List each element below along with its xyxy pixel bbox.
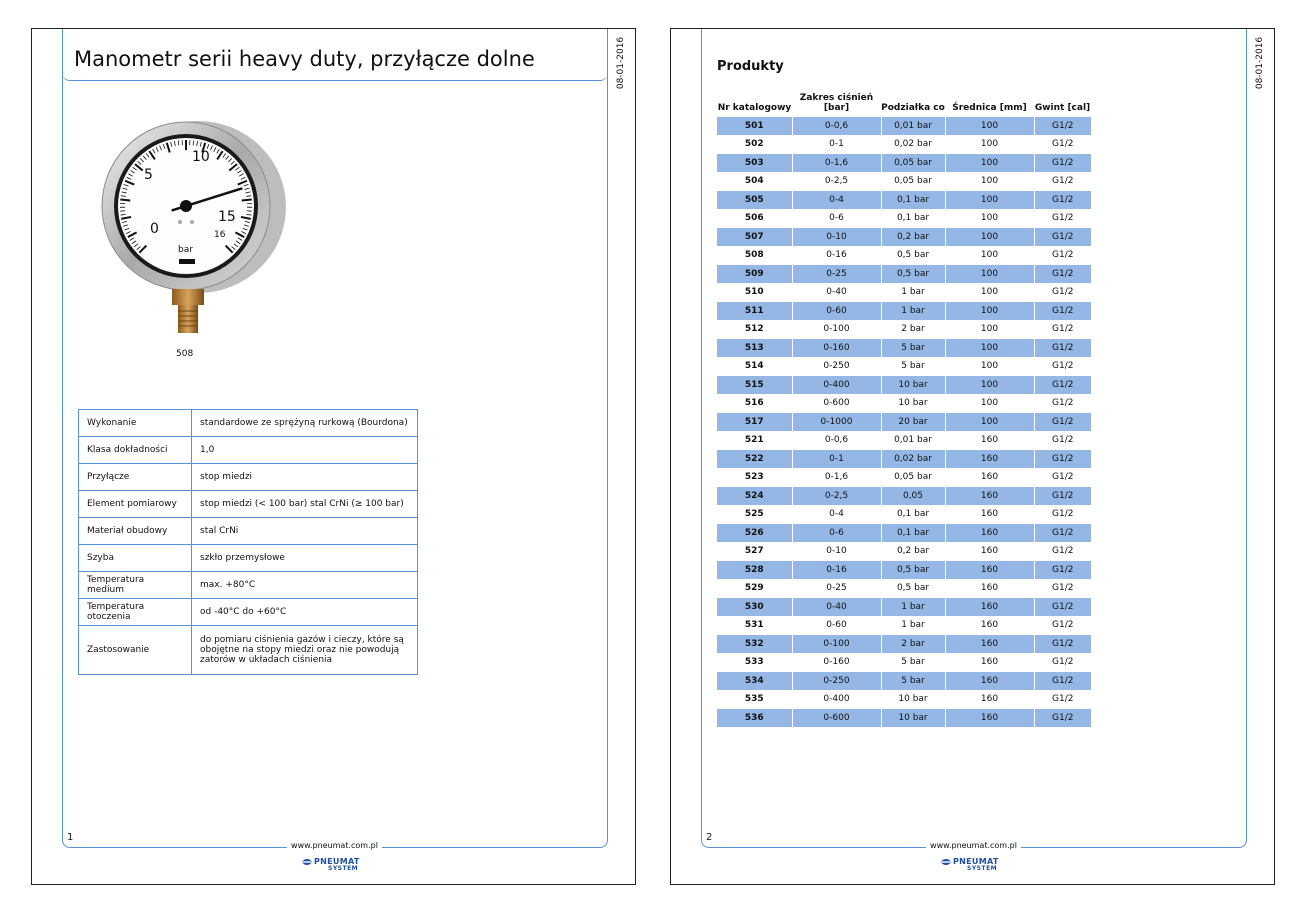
catalog-number: 529 xyxy=(717,579,792,598)
scale-division: 0,5 bar xyxy=(881,579,945,598)
pointer-hub xyxy=(180,200,192,212)
dial-number-16: 16 xyxy=(214,230,226,240)
table-row xyxy=(717,394,1091,413)
scale-division: 2 bar xyxy=(881,320,945,339)
scale-division: 5 bar xyxy=(881,672,945,691)
diameter: 160 xyxy=(945,635,1034,654)
catalog-number: 505 xyxy=(717,191,792,210)
spec-key: Przyłącze xyxy=(79,464,192,491)
scale-division: 0,02 bar xyxy=(881,135,945,154)
table-row xyxy=(717,283,1091,302)
catalog-number: 536 xyxy=(717,709,792,728)
pressure-range: 0-25 xyxy=(792,265,881,284)
thread: G1/2 xyxy=(1034,117,1091,135)
diameter: 160 xyxy=(945,431,1034,450)
spec-key: Szyba xyxy=(79,545,192,572)
dial-unit: bar xyxy=(178,245,193,255)
diameter: 160 xyxy=(945,653,1034,672)
catalog-number: 507 xyxy=(717,228,792,247)
spec-value: szkło przemysłowe xyxy=(192,545,418,572)
pressure-range: 0-1,6 xyxy=(792,468,881,487)
column-header: Średnica [mm] xyxy=(952,103,1027,113)
table-row xyxy=(717,357,1091,376)
table-row xyxy=(717,487,1091,506)
thread: G1/2 xyxy=(1034,320,1091,339)
pressure-range: 0-1,6 xyxy=(792,154,881,173)
scale-division: 0,01 bar xyxy=(881,431,945,450)
diameter: 160 xyxy=(945,450,1034,469)
diameter: 160 xyxy=(945,616,1034,635)
thread: G1/2 xyxy=(1034,265,1091,284)
catalog-number: 523 xyxy=(717,468,792,487)
scale-division: 0,05 bar xyxy=(881,172,945,191)
table-row xyxy=(717,228,1091,247)
catalog-number: 531 xyxy=(717,616,792,635)
dial-number-0: 0 xyxy=(150,221,159,237)
pressure-range: 0-1000 xyxy=(792,413,881,432)
thread: G1/2 xyxy=(1034,376,1091,395)
spec-row xyxy=(79,518,418,545)
catalog-number: 503 xyxy=(717,154,792,173)
diameter: 100 xyxy=(945,154,1034,173)
scale-division: 0,1 bar xyxy=(881,524,945,543)
catalog-number: 524 xyxy=(717,487,792,506)
thread: G1/2 xyxy=(1034,413,1091,432)
pressure-range: 0-400 xyxy=(792,376,881,395)
thread: G1/2 xyxy=(1034,487,1091,506)
catalog-number: 501 xyxy=(717,117,792,135)
table-row xyxy=(717,709,1091,728)
table-row xyxy=(717,690,1091,709)
thread: G1/2 xyxy=(1034,709,1091,728)
pressure-range: 0-160 xyxy=(792,339,881,358)
date-label: 08-01-2016 xyxy=(1255,36,1265,90)
scale-division: 0,05 bar xyxy=(881,468,945,487)
thread: G1/2 xyxy=(1034,524,1091,543)
diameter: 160 xyxy=(945,561,1034,580)
catalog-number: 530 xyxy=(717,598,792,617)
thread: G1/2 xyxy=(1034,191,1091,210)
spec-value: 1,0 xyxy=(192,437,418,464)
scale-division: 10 bar xyxy=(881,376,945,395)
table-row xyxy=(717,172,1091,191)
catalog-number: 506 xyxy=(717,209,792,228)
dial-number-15: 15 xyxy=(218,209,236,225)
spec-value: stop miedzi (< 100 bar) stal CrNi (≥ 100 bar) xyxy=(192,491,418,518)
logo-mark-icon xyxy=(302,858,312,866)
diameter: 100 xyxy=(945,339,1034,358)
catalog-number: 512 xyxy=(717,320,792,339)
spec-row xyxy=(79,410,418,437)
catalog-number: 517 xyxy=(717,413,792,432)
table-row xyxy=(717,265,1091,284)
spec-key: Materiał obudowy xyxy=(79,518,192,545)
pressure-range: 0-0,6 xyxy=(792,117,881,135)
pressure-range: 0-40 xyxy=(792,598,881,617)
thread: G1/2 xyxy=(1034,135,1091,154)
pressure-range: 0-6 xyxy=(792,209,881,228)
catalog-number: 508 xyxy=(717,246,792,265)
pressure-range: 0-4 xyxy=(792,191,881,210)
thread: G1/2 xyxy=(1034,690,1091,709)
diameter: 100 xyxy=(945,209,1034,228)
thread: G1/2 xyxy=(1034,339,1091,358)
diameter: 160 xyxy=(945,579,1034,598)
pressure-range: 0-10 xyxy=(792,228,881,247)
scale-division: 1 bar xyxy=(881,302,945,321)
products-heading: Produkty xyxy=(717,59,784,74)
document-page-1 xyxy=(31,28,636,885)
catalog-number: 516 xyxy=(717,394,792,413)
table-row xyxy=(717,524,1091,543)
gauge-connector-hex xyxy=(172,289,204,305)
dial-tick xyxy=(120,200,130,201)
diameter: 100 xyxy=(945,283,1034,302)
footer-url[interactable]: www.pneumat.com.pl xyxy=(32,841,637,850)
scale-division: 0,2 bar xyxy=(881,542,945,561)
scale-division: 2 bar xyxy=(881,635,945,654)
diameter: 100 xyxy=(945,117,1034,135)
catalog-number: 532 xyxy=(717,635,792,654)
thread: G1/2 xyxy=(1034,653,1091,672)
thread: G1/2 xyxy=(1034,505,1091,524)
thread: G1/2 xyxy=(1034,154,1091,173)
spec-key: Temperatura medium xyxy=(79,572,192,599)
table-row xyxy=(717,154,1091,173)
scale-division: 10 bar xyxy=(881,709,945,728)
spec-row xyxy=(79,599,418,626)
catalog-number: 534 xyxy=(717,672,792,691)
thread: G1/2 xyxy=(1034,672,1091,691)
scale-division: 20 bar xyxy=(881,413,945,432)
gauge-connector-thread xyxy=(178,305,198,333)
table-row xyxy=(717,561,1091,580)
scale-division: 0,5 bar xyxy=(881,561,945,580)
pressure-range: 0-100 xyxy=(792,635,881,654)
table-row xyxy=(717,542,1091,561)
thread: G1/2 xyxy=(1034,450,1091,469)
dial-brand-mark xyxy=(179,259,195,264)
scale-division: 0,5 bar xyxy=(881,265,945,284)
table-row xyxy=(717,117,1091,135)
diameter: 160 xyxy=(945,487,1034,506)
thread: G1/2 xyxy=(1034,468,1091,487)
catalog-number: 527 xyxy=(717,542,792,561)
table-row xyxy=(717,598,1091,617)
page-title: Manometr serii heavy duty, przyłącze dolne xyxy=(74,47,535,71)
thread: G1/2 xyxy=(1034,598,1091,617)
footer-url[interactable]: www.pneumat.com.pl xyxy=(671,841,1276,850)
table-row xyxy=(717,672,1091,691)
pressure-range: 0-60 xyxy=(792,616,881,635)
catalog-number: 533 xyxy=(717,653,792,672)
table-row xyxy=(717,191,1091,210)
dial-screw xyxy=(190,220,194,224)
pneumat-logo: PNEUMAT SYSTEM xyxy=(941,857,1011,873)
scale-division: 0,01 bar xyxy=(881,117,945,135)
pressure-range: 0-160 xyxy=(792,653,881,672)
scale-division: 5 bar xyxy=(881,653,945,672)
diameter: 100 xyxy=(945,191,1034,210)
thread: G1/2 xyxy=(1034,302,1091,321)
spec-row xyxy=(79,572,418,599)
diameter: 100 xyxy=(945,265,1034,284)
thread: G1/2 xyxy=(1034,561,1091,580)
column-header: Nr katalogowy xyxy=(717,103,792,113)
thread: G1/2 xyxy=(1034,635,1091,654)
pressure-range: 0-1 xyxy=(792,450,881,469)
table-row xyxy=(717,505,1091,524)
scale-division: 10 bar xyxy=(881,394,945,413)
scale-division: 1 bar xyxy=(881,598,945,617)
catalog-number: 522 xyxy=(717,450,792,469)
diameter: 100 xyxy=(945,246,1034,265)
pressure-gauge-image xyxy=(100,109,290,339)
diameter: 160 xyxy=(945,505,1034,524)
thread: G1/2 xyxy=(1034,616,1091,635)
scale-division: 1 bar xyxy=(881,616,945,635)
table-row xyxy=(717,135,1091,154)
table-row xyxy=(717,616,1091,635)
pressure-range: 0-40 xyxy=(792,283,881,302)
scale-division: 0,05 xyxy=(881,487,945,506)
thread: G1/2 xyxy=(1034,431,1091,450)
scale-division: 1 bar xyxy=(881,283,945,302)
table-row xyxy=(717,413,1091,432)
products-table xyxy=(717,85,1091,728)
thread: G1/2 xyxy=(1034,209,1091,228)
page-number: 2 xyxy=(706,832,713,843)
thread: G1/2 xyxy=(1034,542,1091,561)
table-row xyxy=(717,339,1091,358)
pressure-range: 0-2,5 xyxy=(792,487,881,506)
scale-division: 0,1 bar xyxy=(881,209,945,228)
pressure-range: 0-10 xyxy=(792,542,881,561)
scale-division: 0,02 bar xyxy=(881,450,945,469)
diameter: 100 xyxy=(945,135,1034,154)
page-number: 1 xyxy=(67,832,74,843)
scale-division: 0,1 bar xyxy=(881,505,945,524)
diameter: 100 xyxy=(945,172,1034,191)
table-row xyxy=(717,635,1091,654)
thread: G1/2 xyxy=(1034,394,1091,413)
table-row xyxy=(717,431,1091,450)
spec-row xyxy=(79,491,418,518)
pressure-range: 0-600 xyxy=(792,709,881,728)
diameter: 100 xyxy=(945,413,1034,432)
spec-row xyxy=(79,437,418,464)
dial-screw xyxy=(178,220,182,224)
catalog-number: 513 xyxy=(717,339,792,358)
dial-number-10: 10 xyxy=(192,149,210,165)
pressure-range: 0-16 xyxy=(792,246,881,265)
image-caption: 508 xyxy=(176,349,194,359)
scale-division: 5 bar xyxy=(881,357,945,376)
spec-key: Zastosowanie xyxy=(79,626,192,675)
thread: G1/2 xyxy=(1034,172,1091,191)
scale-division: 0,5 bar xyxy=(881,246,945,265)
pressure-range: 0-60 xyxy=(792,302,881,321)
diameter: 160 xyxy=(945,542,1034,561)
spec-value: od -40°C do +60°C xyxy=(192,599,418,626)
diameter: 160 xyxy=(945,709,1034,728)
table-row xyxy=(717,653,1091,672)
pressure-range: 0-250 xyxy=(792,672,881,691)
pressure-range: 0-25 xyxy=(792,579,881,598)
scale-division: 0,2 bar xyxy=(881,228,945,247)
pressure-range: 0-100 xyxy=(792,320,881,339)
column-header: Podziałka co xyxy=(881,103,945,113)
table-row xyxy=(717,302,1091,321)
diameter: 100 xyxy=(945,302,1034,321)
thread: G1/2 xyxy=(1034,357,1091,376)
table-row xyxy=(717,579,1091,598)
pressure-range: 0-0,6 xyxy=(792,431,881,450)
diameter: 160 xyxy=(945,598,1034,617)
pressure-range: 0-600 xyxy=(792,394,881,413)
spec-value: do pomiaru ciśnienia gazów i cieczy, które są obojętne na stopy miedzi oraz nie powodują zatorów w układach ciśnienia xyxy=(192,626,418,675)
pressure-range: 0-2,5 xyxy=(792,172,881,191)
date-label: 08-01-2016 xyxy=(616,36,626,90)
pressure-range: 0-16 xyxy=(792,561,881,580)
diameter: 160 xyxy=(945,524,1034,543)
spec-key: Element pomiarowy xyxy=(79,491,192,518)
spec-key: Temperatura otoczenia xyxy=(79,599,192,626)
catalog-number: 535 xyxy=(717,690,792,709)
spec-row xyxy=(79,626,418,675)
catalog-number: 528 xyxy=(717,561,792,580)
dial-tick xyxy=(242,200,252,201)
pressure-range: 0-1 xyxy=(792,135,881,154)
diameter: 160 xyxy=(945,690,1034,709)
table-row xyxy=(717,209,1091,228)
thread: G1/2 xyxy=(1034,579,1091,598)
catalog-number: 526 xyxy=(717,524,792,543)
scale-division: 5 bar xyxy=(881,339,945,358)
column-header: Gwint [cal] xyxy=(1034,103,1091,113)
spec-value: max. +80°C xyxy=(192,572,418,599)
catalog-number: 509 xyxy=(717,265,792,284)
thread: G1/2 xyxy=(1034,283,1091,302)
diameter: 100 xyxy=(945,376,1034,395)
spec-value: standardowe ze sprężyną rurkową (Bourdona) xyxy=(192,410,418,437)
diameter: 160 xyxy=(945,672,1034,691)
document-page-2 xyxy=(670,28,1275,885)
pressure-range: 0-6 xyxy=(792,524,881,543)
table-row xyxy=(717,450,1091,469)
catalog-number: 515 xyxy=(717,376,792,395)
logo-mark-icon xyxy=(941,858,951,866)
column-header: Zakres ciśnień [bar] xyxy=(799,93,874,113)
scale-division: 0,1 bar xyxy=(881,191,945,210)
spec-key: Wykonanie xyxy=(79,410,192,437)
diameter: 100 xyxy=(945,228,1034,247)
catalog-number: 511 xyxy=(717,302,792,321)
specification-table xyxy=(78,409,418,675)
scale-division: 0,05 bar xyxy=(881,154,945,173)
table-row xyxy=(717,246,1091,265)
thread: G1/2 xyxy=(1034,228,1091,247)
spec-value: stal CrNi xyxy=(192,518,418,545)
thread: G1/2 xyxy=(1034,246,1091,265)
pneumat-logo: PNEUMAT SYSTEM xyxy=(302,857,372,873)
catalog-number: 514 xyxy=(717,357,792,376)
diameter: 100 xyxy=(945,394,1034,413)
catalog-number: 510 xyxy=(717,283,792,302)
catalog-number: 502 xyxy=(717,135,792,154)
table-row xyxy=(717,320,1091,339)
diameter: 100 xyxy=(945,357,1034,376)
catalog-number: 504 xyxy=(717,172,792,191)
spec-value: stop miedzi xyxy=(192,464,418,491)
spec-row xyxy=(79,464,418,491)
table-row xyxy=(717,376,1091,395)
dial-number-5: 5 xyxy=(144,167,153,183)
pressure-range: 0-4 xyxy=(792,505,881,524)
pressure-range: 0-250 xyxy=(792,357,881,376)
spec-key: Klasa dokładności xyxy=(79,437,192,464)
catalog-number: 521 xyxy=(717,431,792,450)
diameter: 160 xyxy=(945,468,1034,487)
spec-row xyxy=(79,545,418,572)
catalog-number: 525 xyxy=(717,505,792,524)
scale-division: 10 bar xyxy=(881,690,945,709)
diameter: 100 xyxy=(945,320,1034,339)
pressure-range: 0-400 xyxy=(792,690,881,709)
table-row xyxy=(717,468,1091,487)
